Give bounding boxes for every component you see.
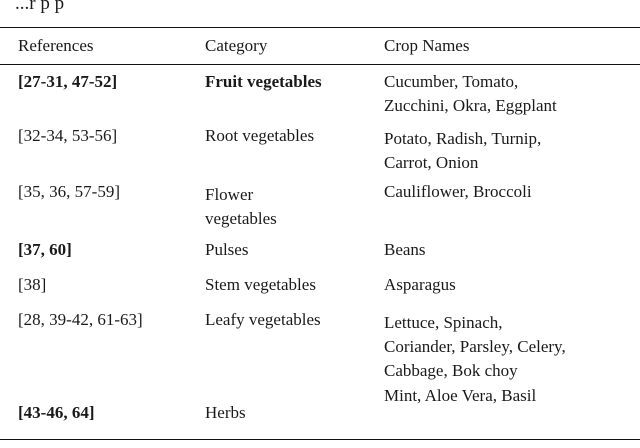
row-category: Stem vegetables [205,275,316,294]
table-header-rule [0,64,640,65]
row-category: Root vegetables [205,126,315,145]
table-caption: ...r p p [15,0,65,14]
row-crop-names: Cabbage, Bok choy [384,361,518,380]
row-category: Leafy vegetables [205,310,321,329]
row-crop-names: Cucumber, Tomato, [384,72,519,91]
row-reference: [38] [18,275,47,294]
row-reference: [35, 36, 57-59] [18,182,120,201]
row-crop-names: Zucchini, Okra, Eggplant [384,96,557,115]
row-category: vegetables [205,209,277,228]
row-reference: [32-34, 53-56] [18,126,118,145]
row-crop-names: Asparagus [384,275,456,294]
row-reference: [27-31, 47-52] [18,72,118,91]
row-category: Herbs [205,403,246,422]
table-bottom-rule [0,439,640,440]
row-reference: [37, 60] [18,240,72,259]
row-crop-names: Coriander, Parsley, Celery, [384,337,566,356]
header-crop-names: Crop Names [384,36,470,55]
row-category: Flower [205,185,254,204]
row-category: Pulses [205,240,249,259]
row-crop-names: Lettuce, Spinach, [384,313,503,332]
row-reference: [28, 39-42, 61-63] [18,310,143,329]
row-crop-names: Mint, Aloe Vera, Basil [384,386,537,405]
row-crop-names: Potato, Radish, Turnip, [384,129,542,148]
row-category: Fruit vegetables [205,72,322,91]
header-references: References [18,36,94,55]
row-crop-names: Beans [384,240,426,259]
header-category: Category [205,36,268,55]
row-crop-names: Cauliflower, Broccoli [384,182,532,201]
row-crop-names: Carrot, Onion [384,153,479,172]
row-reference: [43-46, 64] [18,403,95,422]
table-top-rule [0,27,640,28]
